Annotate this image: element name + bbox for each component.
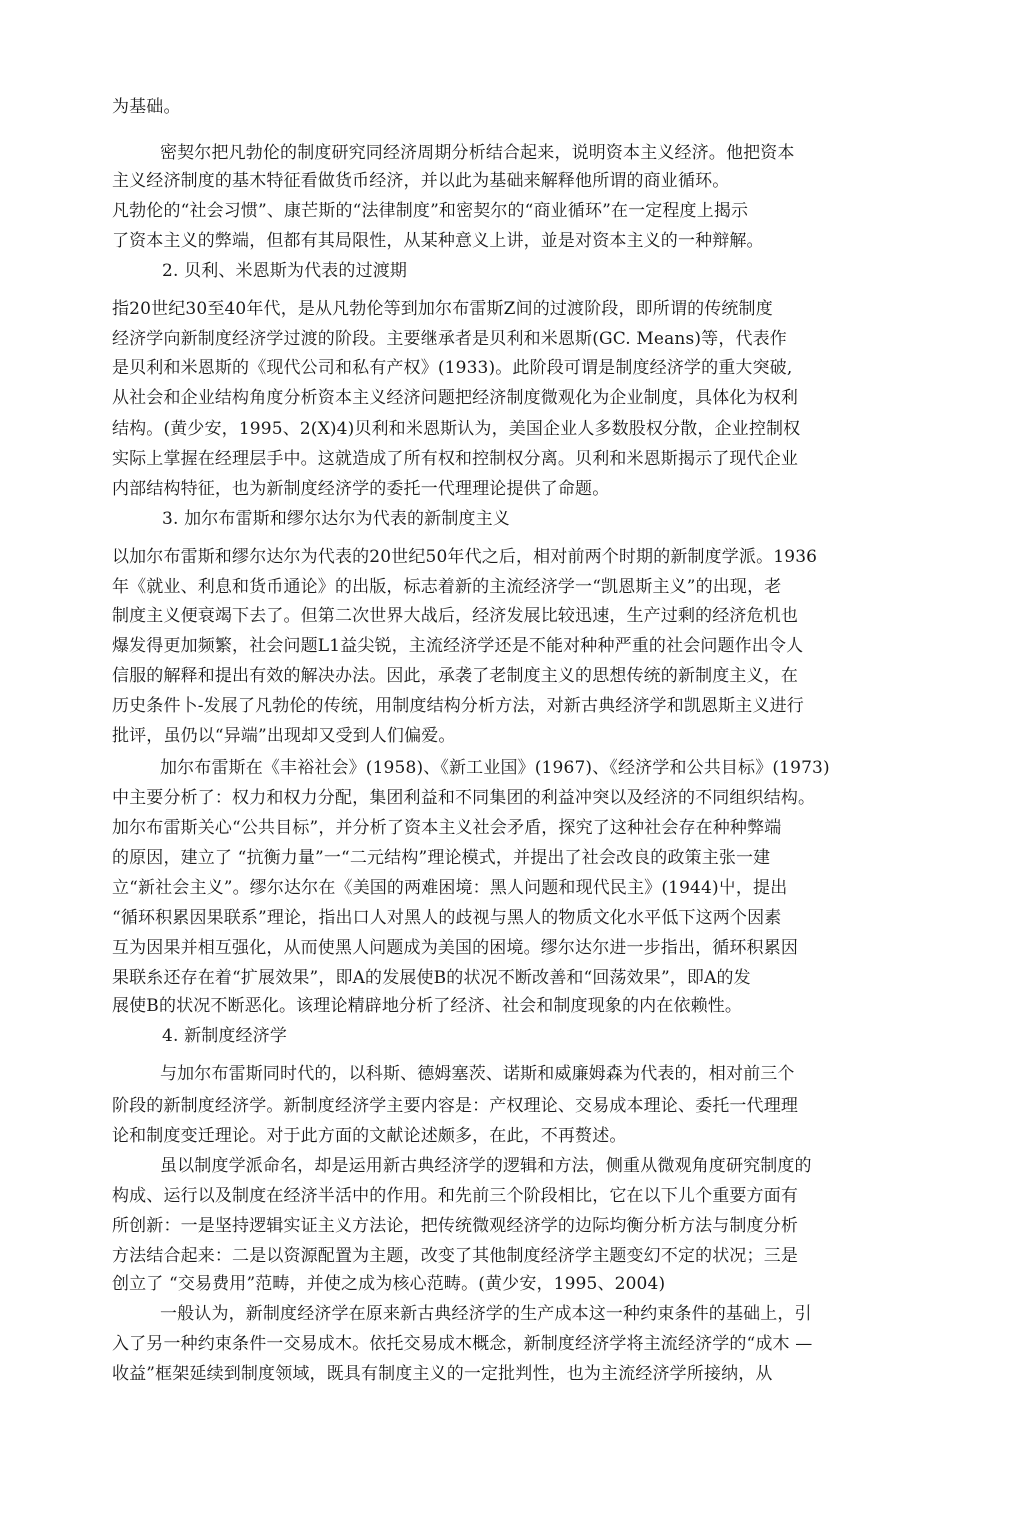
text-line: 爆发得更加频繁，社会问题L1益尖锐，主流经济学还是不能对种种严重的社会问题作出令人 bbox=[112, 636, 804, 656]
text-line: 中主要分析了：权力和权力分配，集团利益和不同集团的利益冲突以及经济的不同组织结构。 bbox=[112, 788, 816, 808]
text-line: 收益”框架延续到制度领域，既具有制度主义的一定批判性，也为主流经济学所接纳，从 bbox=[112, 1364, 773, 1384]
text-line: 果联糸还存在着“扩展效果”，即A的发展使B的状况不断改善和“回荡效果”，即A的发 bbox=[112, 968, 751, 988]
text-line: 凡勃伦的“社会习惯”、康芒斯的“法律制度”和密契尔的“商业循环”在一定程度上揭示 bbox=[112, 201, 749, 221]
text-line: 结构。(黄少安，1995、2(X)4)贝利和米恩斯认为，美国企业人多数股权分散，企业控制权 bbox=[112, 419, 801, 439]
text-line: 创立了 “交易费用”范畴，并使之成为核心范畴。(黄少安，1995、2004) bbox=[112, 1274, 666, 1294]
text-line: 历史条件卜-发展了凡勃伦的传统，用制度结构分析方法，对新古典经济学和凯恩斯主义进行 bbox=[112, 696, 804, 716]
text-line: 实际上掌握在经理层手中。这就造成了所有权和控制权分离。贝利和米恩斯揭示了现代企业 bbox=[112, 449, 798, 469]
text-line: 方法结合起来：二是以资源配置为主题，改变了其他制度经济学主题变幻不定的状况；三是 bbox=[112, 1246, 798, 1266]
text-line: 论和制度变迁理论。对于此方面的文献论述颇多，在此，不再赘述。 bbox=[112, 1126, 627, 1146]
text-line: 内部结构特征，也为新制度经济学的委托一代理理论提供了命题。 bbox=[112, 479, 610, 499]
text-line: 主义经济制度的基木特征看做货币经济，并以此为基础来解释他所谓的商业循环。 bbox=[112, 171, 730, 191]
text-line: 一般认为，新制度经济学在原来新古典经济学的生产成本这一种约束条件的基础上，引 bbox=[160, 1304, 812, 1324]
text-line: 加尔布雷斯在《丰裕社会》(1958)、《新工业国》(1967)、《经济学和公共目标》(1973) bbox=[160, 758, 830, 778]
text-line: 构成、运行以及制度在经济半活中的作用。和先前三个阶段相比，它在以下儿个重要方面有 bbox=[112, 1186, 798, 1206]
text-line: 年《就业、利息和货币通论》的出版，标志着新的主流经济学一“凯恩斯主义”的出现，老 bbox=[112, 577, 782, 597]
text-line: 的原因，建立了 “抗衡力量”一“二元结构”理论模式，并提出了社会改良的政策主张一建 bbox=[112, 848, 771, 868]
text-line: 入了另一种约束条件一交易成木。依托交易成木概念，新制度经济学将主流经济学的“成木 — bbox=[112, 1334, 813, 1354]
text-line: 制度主义便衰竭下去了。但第二次世界大战后，经济发展比较迅速，生产过剩的经济危机也 bbox=[112, 606, 798, 626]
text-line: 阶段的新制度经济学。新制度经济学主要内容是：产权理论、交易成本理论、委托一代理理 bbox=[112, 1096, 798, 1116]
text-line: 是贝利和米恩斯的《现代公司和私有产权》(1933)。此阶段可谓是制度经济学的重大突破, bbox=[112, 358, 793, 378]
text-line: 立“新社会主义”。缪尔达尔在《美国的两难困境：黑人问题和现代民主》(1944)屮，提出 bbox=[112, 878, 788, 898]
section-heading: 2. 贝利、米恩斯为代表的过渡期 bbox=[162, 261, 408, 281]
text-line: 从社会和企业结构角度分析资本主义经济问题把经济制度微观化为企业制度，具体化为权利 bbox=[112, 388, 798, 408]
text-line: 为基础。 bbox=[112, 97, 181, 117]
section-heading: 4. 新制度经济学 bbox=[162, 1026, 287, 1046]
text-line: 展使B的状况不断恶化。该理论精辟地分析了经济、社会和制度现象的内在依赖性。 bbox=[112, 996, 743, 1016]
section-heading: 3. 加尔布雷斯和缪尔达尔为代表的新制度主义 bbox=[162, 509, 510, 529]
text-line: 所创新：一是坚持逻辑实证主义方法论，把传统微观经济学的边际均衡分析方法与制度分析 bbox=[112, 1216, 798, 1236]
text-line: 密契尔把凡勃伦的制度研究同经济周期分析结合起来，说明资本主义经济。他把资本 bbox=[160, 143, 795, 163]
text-line: 批评，虽仍以“异端”出现却又受到人们偏爱。 bbox=[112, 726, 456, 746]
text-line: 与加尔布雷斯同时代的，以科斯、德姆塞茨、诺斯和威廉姆森为代表的，相对前三个 bbox=[160, 1064, 795, 1084]
text-line: 信服的解释和提出有效的解决办法。因此，承袭了老制度主义的思想传统的新制度主义，在 bbox=[112, 666, 798, 686]
text-line: 经济学向新制度经济学过渡的阶段。主要继承者是贝利和米恩斯(GC. Means)等，代表作 bbox=[112, 329, 787, 349]
text-line: “循环积累因果联系”理论，指出口人对黑人的歧视与黑人的物质文化水平低下这两个因素 bbox=[112, 908, 782, 928]
text-line: 虽以制度学派命名，却是运用新古典经济学的逻辑和方法，侧重从微观角度研究制度的 bbox=[160, 1156, 812, 1176]
text-line: 了资本主义的弊端，但都有其局限性，从某种意义上讲，並是对资本主义的一种辩解。 bbox=[112, 231, 764, 251]
text-line: 指20世纪30至40年代，是从凡勃伦等到加尔布雷斯Z间的过渡阶段，即所谓的传统制度 bbox=[112, 299, 773, 319]
text-line: 加尔布雷斯关心“公共目标”，并分析了资本主义社会矛盾，探究了这种社会存在种种弊端 bbox=[112, 818, 782, 838]
text-line: 以加尔布雷斯和缪尔达尔为代表的20世纪50年代之后，相对前两个时期的新制度学派。1936 bbox=[112, 547, 818, 567]
text-line: 互为因果并相互强化，从而使黑人问题成为美国的困境。缪尔达尔进一步指出，循环积累因 bbox=[112, 938, 798, 958]
